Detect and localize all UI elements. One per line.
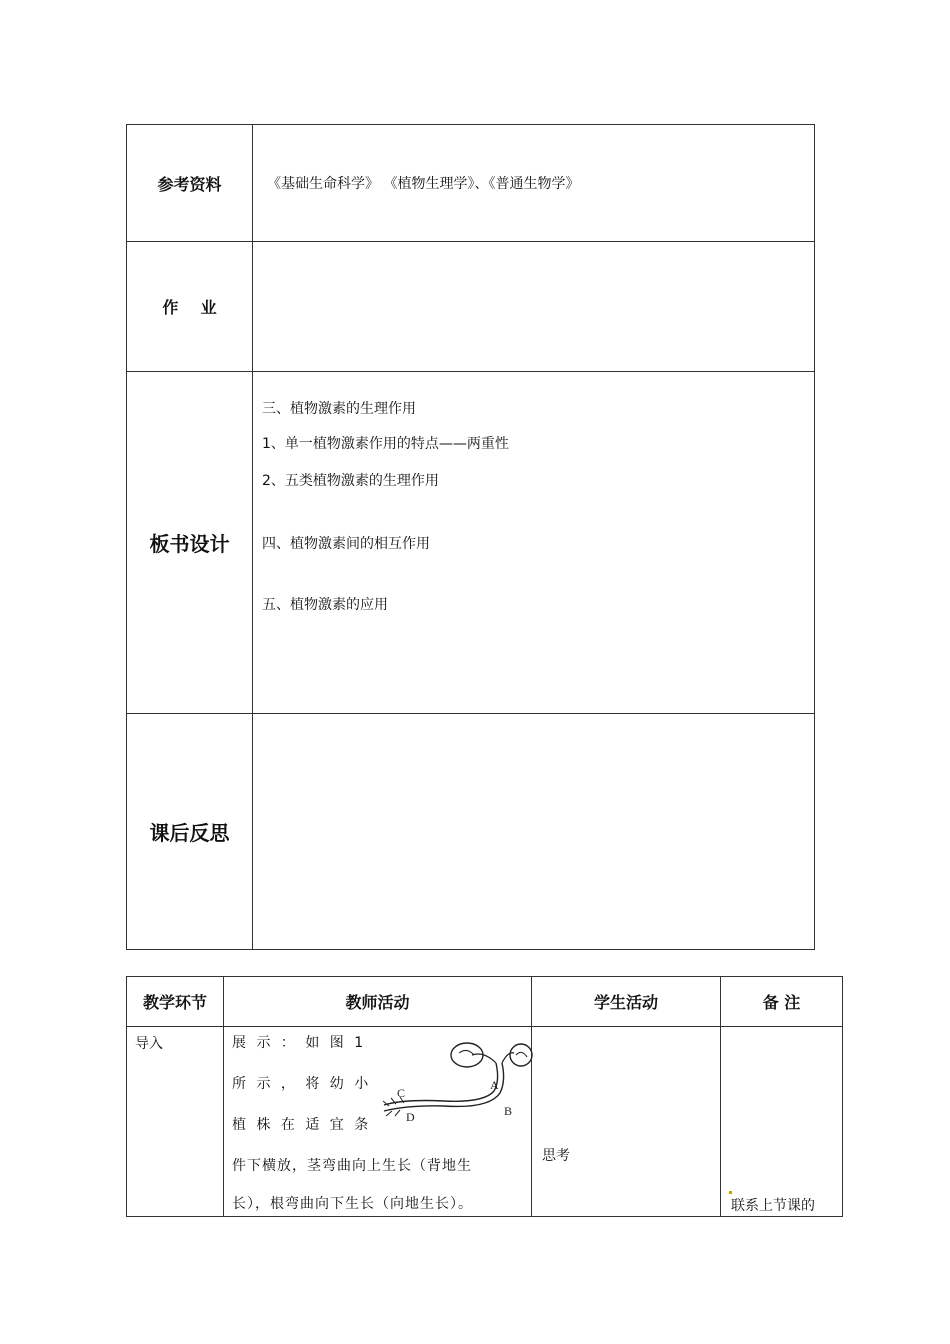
- teacher-activity-cell: [224, 1027, 532, 1217]
- figure-label: B: [504, 1104, 513, 1118]
- header-student: 学生活动: [532, 977, 721, 1027]
- board-design-label: 板书设计: [127, 372, 253, 714]
- figure-label: D: [406, 1110, 415, 1123]
- references-label: 参考资料: [127, 125, 253, 242]
- header-stage: 教学环节: [127, 977, 224, 1027]
- stage-text: 导入: [135, 1036, 163, 1052]
- decorative-dot: [729, 1191, 732, 1194]
- board-line: 2、五类植物激素的生理作用: [262, 473, 439, 489]
- board-line: 1、单一植物激素作用的特点——两重性: [262, 436, 509, 452]
- reflection-content: [253, 714, 815, 950]
- homework-content: [253, 242, 815, 372]
- board-line: 四、植物激素间的相互作用: [262, 536, 430, 552]
- lesson-plan-table: [126, 124, 815, 950]
- teacher-text-line: 植 株 在 适 宜 条: [232, 1117, 372, 1133]
- figure-label: A: [490, 1078, 499, 1092]
- stage-cell: [127, 1027, 224, 1217]
- figure-label: C: [397, 1086, 406, 1100]
- teaching-process-table: [126, 976, 843, 1217]
- reflection-label: 课后反思: [127, 714, 253, 950]
- header-notes: 备 注: [721, 977, 843, 1027]
- notes-text: 联系上节课的: [731, 1198, 815, 1214]
- homework-label: 作 业: [127, 242, 253, 372]
- references-content: 《基础生命科学》 《植物生理学》、《普通生物学》: [253, 125, 815, 242]
- seedling-figure: [364, 1033, 534, 1123]
- teacher-text-line: 件下横放，茎弯曲向上生长（背地生: [232, 1158, 472, 1174]
- teacher-text-line: 所 示 ， 将 幼 小: [232, 1076, 372, 1092]
- teacher-text-line: 长），根弯曲向下生长（向地生长）。: [232, 1196, 473, 1212]
- teacher-text-line: 展 示 ： 如 图 1: [232, 1035, 367, 1051]
- notes-cell: [721, 1027, 843, 1217]
- header-teacher: 教师活动: [224, 977, 532, 1027]
- board-line: 五、植物激素的应用: [262, 597, 388, 613]
- board-line: 三、植物激素的生理作用: [262, 401, 416, 417]
- student-activity-cell: [532, 1027, 721, 1217]
- student-text: 思考: [542, 1148, 570, 1164]
